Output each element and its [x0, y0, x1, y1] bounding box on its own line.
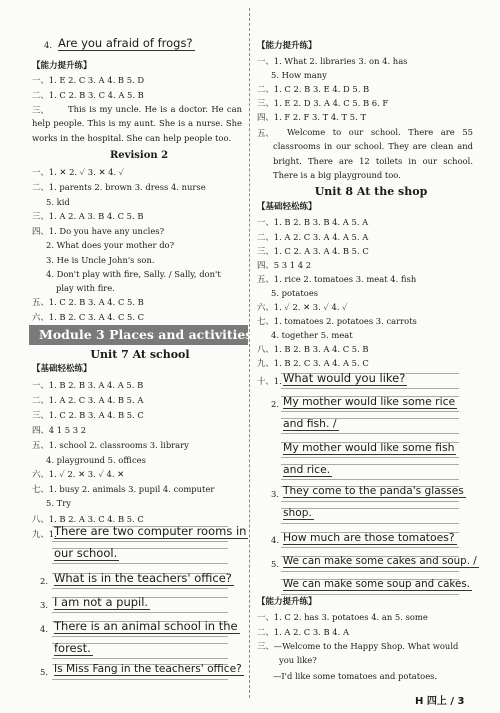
answer-line: 二、1. C 2. B 3. C 4. A 5. B [32, 90, 144, 100]
module-banner: Module 3 Places and activities [29, 325, 248, 345]
answer-mark: 五、 [257, 128, 274, 138]
answer-line: 4. playground 5. offices [46, 455, 146, 465]
answer-line: 五、1. C 2. B 3. A 4. C 5. B [32, 297, 144, 307]
paragraph-answer: Welcome to our school. There are 55 classrooms in our school. They are clean and bright. There are 12 toilets in our school. There is a big playground too. [273, 127, 473, 180]
handwritten-answer: My mother would like some fish [283, 441, 455, 454]
handwritten-answer: What is in the teachers' office? [54, 571, 232, 585]
answer-line: 5. potatoes [271, 288, 319, 298]
answer-line: 二、1. C 2. B 3. E 4. D 5. B [257, 84, 370, 94]
answer-line: 九、1. B 2. C 3. A 4. A 5. C [257, 358, 369, 368]
handwritten-answer: Is Miss Fang in the teachers' office? [54, 663, 242, 675]
answer-line: 三、1. C 2. A 3. A 4. B 5. C [257, 246, 369, 256]
section-tag: 【能力提升练】 [32, 61, 92, 71]
answer-line: 四、1. F 2. F 3. T 4. T 5. T [257, 112, 367, 122]
answer-line: 一、1. What 2. libraries 3. on 4. has [257, 56, 408, 66]
answer-line: 一、1. C 2. has 3. potatoes 4. an 5. some [257, 612, 428, 622]
paragraph-answer: This is my uncle. He is a doctor. He can help people. This is my aunt. She is a nurse. She works in the hospital. She can help people too. [32, 104, 242, 143]
answer-line: 七、1. tomatoes 2. potatoes 3. carrots [257, 316, 417, 326]
answer-line: 四、4 1 5 3 2 [32, 425, 87, 435]
answer-line: 三、—Welcome to the Happy Shop. What would [257, 641, 459, 651]
handwritten-answer: How much are those tomatoes? [283, 531, 455, 544]
section-tag: 【基础轻松练】 [32, 364, 92, 374]
answer-number: 3. [40, 600, 48, 610]
section-tag: 【能力提升练】 [257, 41, 317, 51]
answer-line: 八、1. B 2. B 3. A 4. C 5. B [257, 344, 369, 354]
answer-line: 一、1. E 2. C 3. A 4. B 5. D [32, 75, 145, 85]
answer-line: 4. together 5. meat [271, 330, 353, 340]
answer-line: you like? [279, 655, 317, 665]
answer-line: 2. What does your mother do? [46, 240, 175, 250]
q4-number: 4. [44, 40, 52, 50]
handwritten-answer: our school. [54, 546, 118, 560]
section-title: Revision 2 [110, 150, 169, 161]
handwritten-answer: I am not a pupil. [54, 595, 149, 609]
column-divider [249, 8, 250, 698]
answer-number: 5. [271, 559, 279, 569]
answer-mark: 九、1. [32, 529, 57, 539]
answer-mark: 三、 [32, 105, 49, 115]
answer-line: 六、1. ✓ 2. ✕ 3. ✓ 4. ✓ [257, 302, 348, 312]
answer-line: —I'd like some tomatoes and potatoes. [273, 671, 438, 681]
section-tag: 【能力提升练】 [257, 597, 317, 607]
answer-number: 4. [271, 535, 279, 545]
answer-mark: 十、1. [257, 376, 282, 386]
answer-line: 四、5 3 1 4 2 [257, 260, 312, 270]
answer-line: 五、1. school 2. classrooms 3. library [32, 440, 189, 450]
answer-line: 二、1. parents 2. brown 3. dress 4. nurse [32, 182, 206, 192]
handwritten-answer: We can make some cakes and soup. / [283, 555, 477, 567]
answer-line: 5. Try [46, 498, 71, 508]
answer-line: 二、1. A 2. C 3. A 4. B 5. A [32, 395, 144, 405]
answer-line: 3. He is Uncle John's son. [46, 255, 155, 265]
answer-line: 六、1. ✓ 2. ✕ 3. ✓ 4. ✕ [32, 469, 125, 479]
handwritten-answer: They come to the panda's glasses [283, 485, 464, 497]
handwritten-answer: What would you like? [283, 371, 406, 385]
handwritten-answer: and rice. [283, 463, 331, 476]
answer-line: 八、1. B 2. A 3. C 4. B 5. C [32, 514, 144, 524]
handwritten-answer: There is an animal school in the [54, 619, 238, 633]
answer-line: 一、1. B 2. B 3. B 4. A 5. A [257, 217, 369, 227]
answer-line: 一、1. B 2. B 3. A 4. A 5. B [32, 380, 144, 390]
section-tag: 【基础轻松练】 [257, 202, 317, 212]
answer-line: 三、1. A 2. A 3. B 4. C 5. B [32, 211, 144, 221]
unit-title: Unit 7 At school [90, 348, 190, 361]
answer-number: 2. [40, 576, 48, 586]
page-number: H 四上 / 3 [415, 696, 465, 707]
answer-line: 一、1. ✕ 2. ✓ 3. ✕ 4. ✓ [32, 167, 125, 177]
answer-line: play with fire. [56, 283, 115, 293]
answer-number: 5. [40, 667, 48, 677]
answer-line: 三、1. E 2. D 3. A 4. C 5. B 6. F [257, 98, 389, 108]
handwritten-answer: and fish. / [283, 417, 337, 430]
answer-line: 六、1. B 2. C 3. A 4. C 5. C [32, 312, 145, 322]
answer-line: 5. kid [46, 197, 70, 207]
handwritten-answer: shop. [283, 507, 312, 519]
answer-number: 3. [271, 489, 279, 499]
answer-line: 三、1. C 2. B 3. A 4. B 5. C [32, 410, 144, 420]
answer-line: 四、1. Do you have any uncles? [32, 226, 165, 236]
answer-line: 二、1. A 2. C 3. B 4. A [257, 627, 350, 637]
answer-number: 2. [271, 399, 279, 409]
answer-line: 五、1. rice 2. tomatoes 3. meat 4. fish [257, 274, 417, 284]
handwritten-answer: Are you afraid of frogs? [58, 36, 193, 50]
answer-number: 4. [40, 624, 48, 634]
answer-line: 5. How many [271, 70, 327, 80]
answer-line: 二、1. A 2. C 3. A 4. A 5. A [257, 232, 369, 242]
handwritten-answer: There are two computer rooms in [54, 524, 247, 538]
answer-line: 七、1. busy 2. animals 3. pupil 4. computer [32, 484, 215, 494]
handwritten-answer: forest. [54, 641, 91, 655]
handwritten-answer: My mother would like some rice [283, 395, 456, 408]
answer-line: 4. Don't play with fire, Sally. / Sally, don't [46, 269, 221, 279]
handwritten-answer: We can make some soup and cakes. [283, 578, 470, 590]
unit-title: Unit 8 At the shop [314, 185, 428, 198]
